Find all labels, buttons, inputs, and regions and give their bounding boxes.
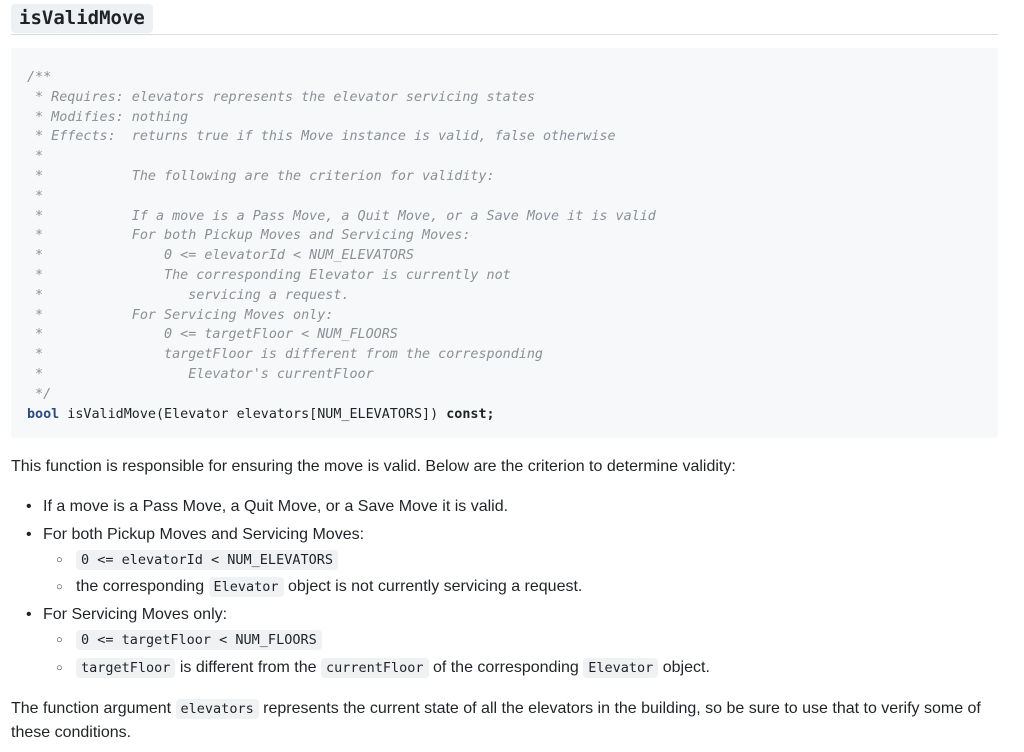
inline-code: 0 <= elevatorId < NUM_ELEVATORS (76, 550, 338, 570)
comment-line: * The following are the criterion for validity: (27, 168, 495, 184)
inline-code: Elevator (583, 658, 658, 678)
list-item-text: For both Pickup Moves and Servicing Moves: (43, 526, 365, 543)
inline-code: elevators (176, 699, 259, 719)
bullet-circle: ○ (56, 554, 63, 566)
code-block (11, 48, 998, 438)
section-heading (11, 4, 998, 35)
bullet-circle: ○ (56, 581, 63, 593)
comment-line: * Effects: returns true if this Move instance is valid, false otherwise (27, 129, 616, 145)
comment-line: * targetFloor is different from the corresponding (27, 347, 543, 363)
comment-line: * Elevator's currentFloor (27, 366, 374, 382)
comment-line: * Modifies: nothing (27, 109, 189, 125)
intro-paragraph: This function is responsible for ensuring the move is valid. Below are the criterion to determine validity: (11, 458, 736, 475)
list-item-text: the corresponding (76, 578, 209, 595)
comment-line: * If a move is a Pass Move, a Quit Move, or a Save Move it is valid (27, 208, 656, 224)
comment-line: * The corresponding Elevator is currently not (27, 267, 511, 283)
comment-line: * (27, 188, 44, 204)
signature-body: isValidMove(Elevator elevators[NUM_ELEVATORS]) (59, 406, 447, 422)
comment-line: * servicing a request. (27, 287, 350, 303)
inline-code: currentFloor (321, 658, 429, 678)
list-item-target-differs (56, 656, 710, 680)
list-item-text: of the corresponding (428, 659, 584, 676)
comment-line: * (27, 149, 44, 165)
return-type-keyword: bool (27, 406, 60, 422)
bullet-disc: • (26, 606, 32, 623)
doc-comment (27, 68, 998, 405)
bullet-circle: ○ (56, 662, 63, 674)
comment-line: * Requires: elevators represents the elevator servicing states (27, 89, 535, 105)
bullet-disc: • (26, 498, 32, 515)
list-item-elevator-id (56, 548, 338, 572)
bullet-circle: ○ (56, 634, 63, 646)
function-name-title: isValidMove (11, 4, 153, 33)
function-signature (27, 405, 998, 425)
comment-line: */ (27, 386, 52, 402)
comment-line: /** (27, 70, 52, 85)
inline-code: targetFloor (76, 658, 175, 678)
bullet-disc: • (26, 526, 32, 543)
list-item-pickup-servicing (26, 523, 365, 547)
comment-line: * 0 <= targetFloor < NUM_FLOORS (27, 327, 398, 343)
list-item-text: object. (658, 659, 710, 676)
closing-paragraph (11, 697, 1009, 745)
list-item-text: For Servicing Moves only: (43, 606, 228, 623)
inline-code: Elevator (209, 577, 284, 597)
const-keyword: const; (446, 406, 495, 422)
list-item-pass-move (26, 495, 509, 519)
list-item-elevator-not-servicing (56, 575, 583, 599)
list-item-text: object is not currently servicing a request. (283, 578, 583, 595)
comment-line: * For Servicing Moves only: (27, 307, 334, 323)
comment-line: * For both Pickup Moves and Servicing Moves: (27, 228, 471, 244)
list-item-text: If a move is a Pass Move, a Quit Move, or a Save Move it is valid. (43, 498, 509, 515)
paragraph-text: The function argument (11, 700, 176, 717)
inline-code: 0 <= targetFloor < NUM_FLOORS (76, 630, 322, 650)
list-item-target-floor (56, 628, 322, 652)
comment-line: * 0 <= elevatorId < NUM_ELEVATORS (27, 248, 414, 264)
paragraph-text: represents the current state of all the elevators in the building, so be sure to use that to verify some of these conditions. (11, 700, 981, 741)
list-item-text: is different from the (175, 659, 321, 676)
list-item-servicing-only (26, 603, 228, 627)
